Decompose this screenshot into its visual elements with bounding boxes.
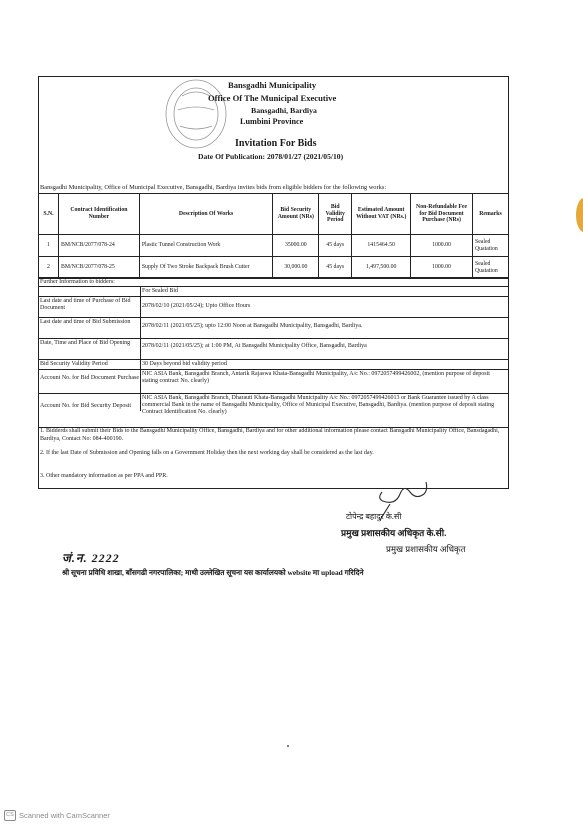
info-value: For Sealed Bid (142, 288, 178, 294)
info-label: Last date and time of Bid Submission (40, 319, 131, 325)
cell-bid-validity: 45 days (319, 235, 352, 257)
info-row (38, 297, 509, 318)
cell-bid-security: 30,000.00 (273, 257, 319, 279)
cell-estimated-amount: 1,497,500.00 (352, 257, 411, 279)
header-remarks: Remarks (472, 194, 508, 235)
info-row (38, 360, 509, 370)
handwritten-reference-number: जं.न. 2222 (62, 551, 120, 565)
table-row (39, 235, 509, 257)
info-label: Bid Security Validity Period (40, 361, 108, 367)
cell-contract-id: BM/NCB/2077/078-25 (58, 257, 139, 279)
publication-date: Date Of Publication: 2078/01/27 (2021/05/10) (198, 152, 344, 161)
table-header-row (39, 194, 509, 235)
info-row (38, 394, 509, 428)
cell-description: Plastic Tunnel Construction Work (139, 235, 273, 257)
cell-sn: 1 (39, 235, 59, 257)
info-value: NIC ASIA Bank, Bansgadhi Branch, Antarik Rajaswa Khata-Bansgadhi Municipality, A/c No.: 0972057499426002, (mention purpose of deposit stating contract No. clearly) (142, 371, 490, 385)
province-name: Lumbini Province (240, 117, 304, 126)
signatory-role: प्रमुख प्रशासकीय अधिकृत (386, 544, 466, 554)
further-info-row (38, 277, 509, 287)
header-description: Description Of Works (139, 194, 273, 235)
signatory-name: टोपेन्द्र बहादुर के.सी (346, 512, 402, 521)
info-value: 30 Days beyond bid validity period (142, 361, 227, 367)
info-label: Account No. for Bid Security Deposit (40, 403, 131, 409)
table-row (39, 257, 509, 279)
scan-edge-artifact (576, 198, 583, 232)
header-contract-id: Contract Identification Number (58, 194, 139, 235)
note-3: 3. Other mandatory information as per PPA and PPR. (40, 473, 168, 479)
cell-document-fee: 1000.00 (411, 257, 473, 279)
office-location: Bansgadhi, Bardiya (251, 106, 317, 115)
municipality-name: Bansgadhi Municipality (228, 80, 317, 90)
info-value: NIC ASIA Bank, Bansgadhi Branch, Dharauti Khata-Bansgadhi Municipality A/c No.: 0972057499426013 or Bank Guarantee issued by A class commercial Bank in the name of Bansgadhi Municipality, Office of Municipal Executive, Bansgadhi, Bardiya. (mention purpose of deposit stating Contract Identification No. clearly) (142, 395, 495, 416)
signatory-title: प्रमुख प्रशासकीय अधिकृत के.सी. (341, 528, 447, 538)
footer-note: श्री सूचना प्रविधि शाखा, बाँसगढी नगरपालिका; माथी उल्लेखित सूचना यस कार्यालयको website मा upload गरिदिने (62, 568, 364, 577)
cell-remarks: Sealed Quatation (472, 235, 508, 257)
info-row (38, 318, 509, 339)
cell-remarks: Sealed Quatation (472, 257, 508, 279)
office-name: Office Of The Municipal Executive (208, 93, 337, 103)
cell-description: Supply Of Two Stroke Backpack Brush Cutter (139, 257, 273, 279)
header-estimated-amount: Estimated Amount Without VAT (NRs.) (352, 194, 411, 235)
info-value: 2078/02/10 (2021/05/24); Upto Office Hours (142, 303, 251, 309)
info-row (38, 339, 509, 360)
bids-table (38, 193, 509, 279)
cell-contract-id: BM/NCB/2077/078-24 (58, 235, 139, 257)
info-row (38, 287, 509, 297)
note-2: 2. If the last Date of Submission and Opening falls on a Government Holiday then the next working day shall be considered as the last day. (40, 450, 374, 456)
info-value: 2078/02/11 (2021/05/25); upto 12:00 Noon at Bansgadhi Municipality, Bansgadhi, Bardiya. (142, 323, 363, 329)
further-info-label: Further Information to bidders: (40, 279, 115, 285)
header-bid-validity: Bid Validity Period (319, 194, 352, 235)
header-document-fee: Non-Refundable Fee for Bid Document Purchase (NRs) (411, 194, 473, 235)
cell-bid-security: 35000.00 (273, 235, 319, 257)
camscanner-icon: CS (4, 810, 16, 821)
cell-bid-validity: 45 days (319, 257, 352, 279)
header-sn: S.N. (39, 194, 59, 235)
info-row (38, 370, 509, 394)
cell-document-fee: 1000.00 (411, 235, 473, 257)
header-bid-security: Bid Security Amount (NRs) (273, 194, 319, 235)
scanner-watermark (4, 810, 110, 821)
cell-estimated-amount: 1415464.50 (352, 235, 411, 257)
info-label: Last date and time of Purchase of Bid Document (40, 298, 131, 312)
intro-text: Bansgadhi Municipality, Office of Municipal Executive, Bansgadhi, Bardiya invites bids from eligible bidders for the following works: (40, 184, 387, 191)
note-1: 1. Bidderds shall submit their Bids to the Bansgadhi Municipality Office, Bansgadhi, Bardiya and for other additional information please contact Bansgadhi Municipality Office, Bansdagadhi, Bardiya, Contact No: 084-400190. (40, 428, 500, 442)
info-value: 2078/02/11 (2021/05/25); at 1:00 PM, At Bansgadhi Municipality Office, Bansgadhi, Bardiya (142, 343, 367, 349)
watermark-text: Scanned with CamScanner (19, 811, 110, 820)
info-label: Account No. for Bid Document Purchase (40, 375, 139, 381)
cell-sn: 2 (39, 257, 59, 279)
page-mark (287, 745, 289, 747)
info-label: Date, Time and Place of Bid Opening (40, 340, 131, 346)
document-title: Invitation For Bids (235, 138, 317, 149)
